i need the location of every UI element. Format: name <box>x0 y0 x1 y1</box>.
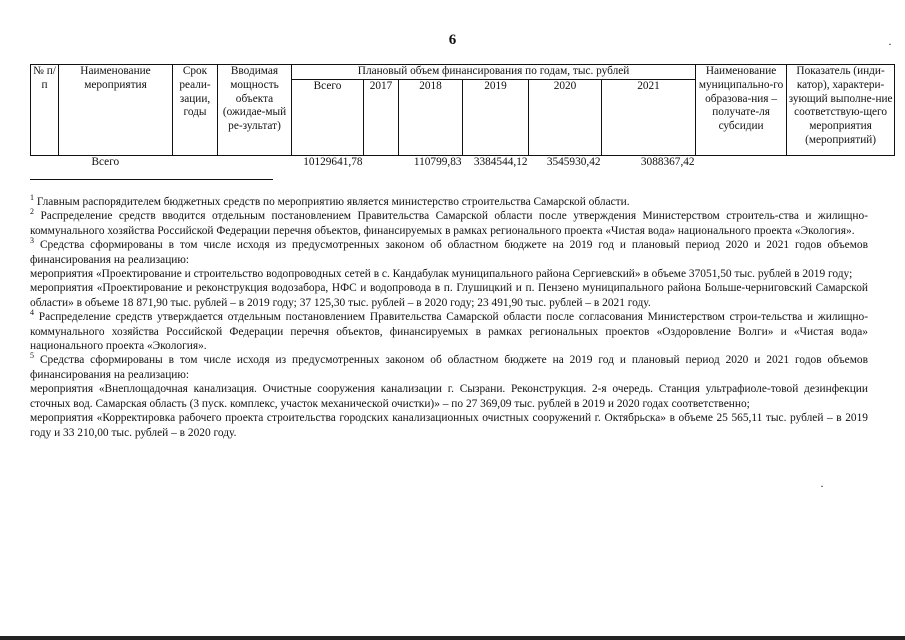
total-2020: 3545930,42 <box>546 155 601 168</box>
header-2019: 2019 <box>463 79 529 155</box>
total-2017 <box>364 155 399 169</box>
footnote-separator <box>30 179 273 180</box>
footnote-item: мероприятия «Проектирование и строительство водопроводных сетей в с. Кандабулак муниципального района Сергиевский» в объеме 37051,50 тыс. рублей в 2019 году; <box>30 268 853 281</box>
header-2017: 2017 <box>364 79 399 155</box>
header-recipient: Наименование муниципально-го образова-ния – получате-ля субсидии <box>696 65 787 156</box>
header-total: Всего <box>292 79 364 155</box>
footnote: $^2$ Распределение средств вводится отдельным постановлением Правительства Самарской области после утверждения Министерством строитель-ства и жилищно-коммунального хозяйства Российской Федерации перечня объектов, финансируемых в рамках регионального проекта «Чистая вода» национального проекта «Экология». <box>30 207 868 237</box>
footnote: $^4$ Распределение средств утверждается отдельным постановлением Правительства Самарской области после согласования Министерством строи-тельства и жилищно-коммунального хозяйства Российской Федерации перечня объектов, финансируемых в рамках региональных проектов «Оздоровление Волги» и «Чистая вода» национального проекта «Экология». <box>30 308 868 353</box>
total-2021: 3088367,42 <box>640 155 695 168</box>
footnote-item: мероприятия «Внеплощадочная канализация. Очистные сооружения канализации г. Сызрани. Реконструкция. 2-я очередь. Станция ультрафиоле-товой дезинфекции сточных вод. Самарская область (3 пуск. комплекс, участок механической очистки)» – по 27 369,09 тыс. рублей в 2019 и 2020 годах соответственно; <box>30 383 868 410</box>
header-2021: 2021 <box>602 79 696 155</box>
header-num: № п/п <box>31 65 59 156</box>
total-label: Всего <box>91 155 120 168</box>
table-row-total <box>31 155 895 169</box>
footnotes <box>30 195 868 440</box>
footnote: $^1$ Главным распорядителем бюджетных средств по мероприятию является министерство строительства Самарской области. <box>30 193 630 208</box>
footnote-item: мероприятия «Проектирование и реконструкция водозабора, НФС и водопровода в п. Глушицкий и п. Пензено муниципального района Больше-черниговский Самарской области» в объеме 18 871,90 тыс. рублей – в 2019 году; 37 125,30 тыс. рублей – в 2020 году; 23 491,90 тыс. рублей – в 2021 году. <box>30 282 868 309</box>
total-2019: 3384544,12 <box>473 155 528 168</box>
header-term: Срок реали-зации, годы <box>173 65 218 156</box>
header-2018: 2018 <box>399 79 463 155</box>
financing-table <box>30 64 895 170</box>
scan-speck: · <box>820 479 824 493</box>
footnote: $^3$ Средства сформированы в том числе исходя из предусмотренных законом об областном бюджете на 2019 год и плановый период 2020 и 2021 годов объемов финансирования на реализацию: <box>30 236 868 266</box>
page-number: 6 <box>448 32 457 48</box>
footnote-item: мероприятия «Корректировка рабочего проекта строительства городских канализационных очистных сооружений г. Октябрьска» в объеме 25 565,11 тыс. рублей – в 2019 году и 33 210,00 тыс. рублей – в 2020 году. <box>30 412 868 439</box>
header-indicator: Показатель (инди-катор), характери-зующий выполне-ние соответствую-щего мероприятия (мероприятий) <box>787 65 895 156</box>
scan-bottom-edge <box>0 636 905 640</box>
footnote: $^5$ Средства сформированы в том числе исходя из предусмотренных законом об областном бюджете на 2019 год и плановый период 2020 и 2021 годов объемов финансирования на реализацию: <box>30 351 868 381</box>
header-capacity: Вводимая мощность объекта (ожидае-мый ре-зультат) <box>218 65 292 156</box>
header-funding-group: Плановый объем финансирования по годам, тыс. рублей <box>292 65 696 80</box>
scan-speck: · <box>888 37 892 51</box>
total-2018: 110799,83 <box>413 155 462 168</box>
header-name: Наименование мероприятия <box>59 65 173 156</box>
total-value: 10129641,78 <box>303 155 363 168</box>
header-2020: 2020 <box>529 79 602 155</box>
